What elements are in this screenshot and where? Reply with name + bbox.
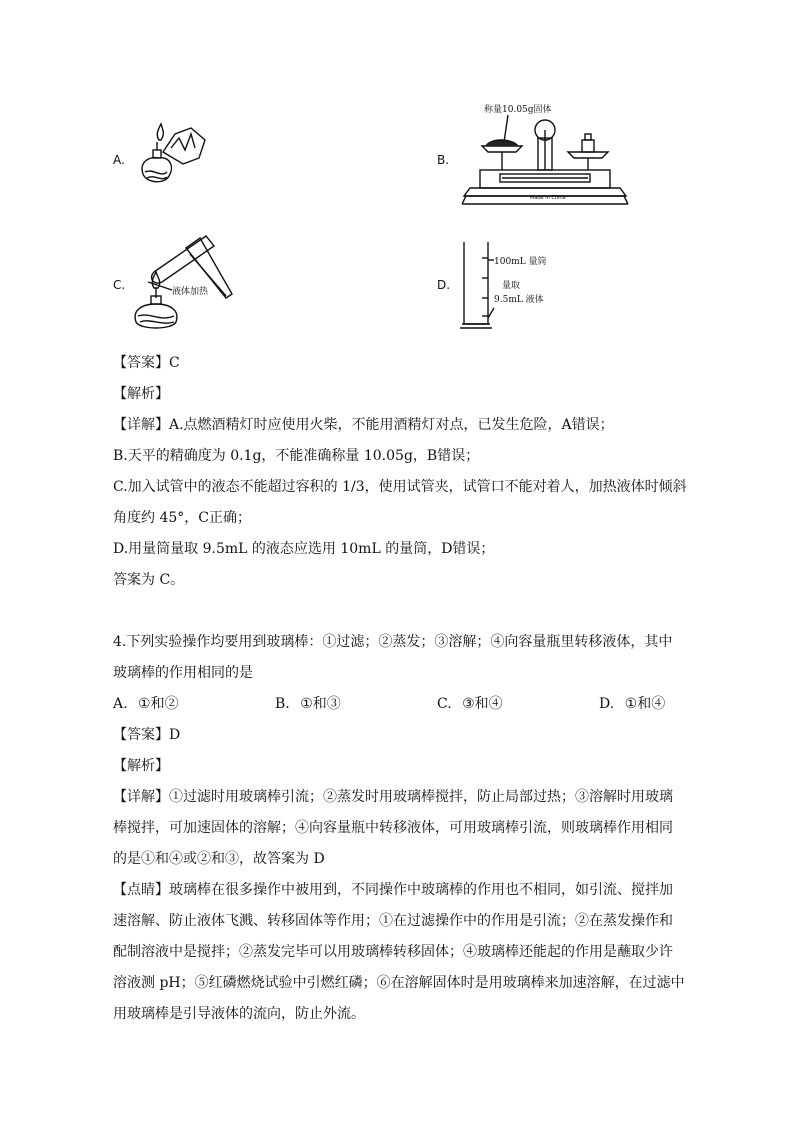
q4-option-d-text: ①和④ [624,696,666,712]
q3-conclusion: 答案为 C。 [113,572,185,588]
option-b-label: B. [437,153,450,167]
q4-analysis-heading: 【解析】 [113,758,169,774]
q4-detail-line-1: 【详解】①过滤时用玻璃棒引流；②蒸发时用玻璃棒搅拌，防止局部过热；③溶解时用玻璃 [113,789,673,805]
q3-detail-line-3: C.加入试管中的液态不能超过容积的 1/3，使用试管夹，试管口不能对着人，加热液体时倾斜 [113,479,687,495]
q4-option-b-label: B. [275,696,290,712]
q4-answer: 【答案】D [113,727,181,743]
q4-option-c-label: C. [437,696,452,712]
q4-detail-line-3: 的是①和④或②和③，故答案为 D [113,851,325,867]
q4-option-a [113,694,179,714]
option-c-label: C. [113,278,126,292]
q4-stem-line-2: 玻璃棒的作用相同的是 [113,665,253,681]
figure-d-graduated-cylinder-illustration [460,238,560,334]
q3-analysis-heading: 【解析】 [113,386,169,402]
figure-c-heating-test-tube-illustration [130,230,242,338]
q4-tip-line-2: 速溶解、防止液体飞溅、转移固体等作用；①在过滤操作中的作用是引流；②在蒸发操作和 [113,913,673,929]
figure-d-measure-caption-2: 9.5mL 液体 [494,295,544,305]
figure-d-cylinder-caption: 100mL 量筒 [494,257,547,267]
q3-detail-line-1: 【详解】A.点燃酒精灯时应使用火柴，不能用酒精灯对点，已发生危险，A错误； [113,417,614,433]
figure-b-balance-illustration [460,100,630,212]
q4-tip-line-5: 用玻璃棒是引导液体的流向，防止外流。 [113,1006,365,1022]
option-d-label: D. [437,278,451,292]
q4-option-d-label: D. [599,696,615,712]
figure-d-measure-caption-1: 量取 [502,281,521,291]
q4-option-b-text: ①和③ [300,696,341,712]
q4-option-a-label: A. [113,696,128,712]
q4-detail-line-2: 棒搅拌，可加速固体的溶解；④向容量瓶中转移液体，可用玻璃棒引流，则玻璃棒作用相同 [113,820,673,836]
q3-detail-line-2: B.天平的精确度为 0.1g，不能准确称量 10.05g，B错误； [113,448,480,464]
q4-tip-line-3: 配制溶液中是搅拌；②蒸发完毕可以用玻璃棒转移固体；④玻璃棒还能起的作用是蘸取少许 [113,944,673,960]
svg-text:Made in China: Made in China [530,195,566,201]
q4-option-d [599,694,665,714]
figure-c-caption: 液体加热 [172,287,209,297]
q4-option-a-text: ①和② [138,696,179,712]
q4-tip-line-1: 【点睛】玻璃棒在很多操作中被用到，不同操作中玻璃棒的作用也不相同，如引流、搅拌加 [113,882,673,898]
q4-option-b [275,694,341,714]
q4-option-c-text: ③和④ [462,696,503,712]
figure-b-caption: 称量10.05g固体 [484,105,552,115]
option-a-label: A. [113,153,125,167]
q3-detail-line-5: D.用量筒量取 9.5mL 的液态应选用 10mL 的量筒，D错误； [113,541,495,557]
q3-answer: 【答案】C [113,355,180,371]
figure-a-lamp-lighting-illustration [135,122,215,192]
q3-detail-line-4: 角度约 45°，C正确； [113,510,251,526]
q4-option-c [437,694,503,714]
q4-tip-line-4: 溶液测 pH；⑤红磷燃烧试验中引燃红磷；⑥在溶解固体时是用玻璃棒来加速溶解，在过滤中 [113,975,685,991]
q4-stem-line-1: 4.下列实验操作均要用到玻璃棒：①过滤；②蒸发；③溶解；④向容量瓶里转移液体，其中 [113,634,673,650]
